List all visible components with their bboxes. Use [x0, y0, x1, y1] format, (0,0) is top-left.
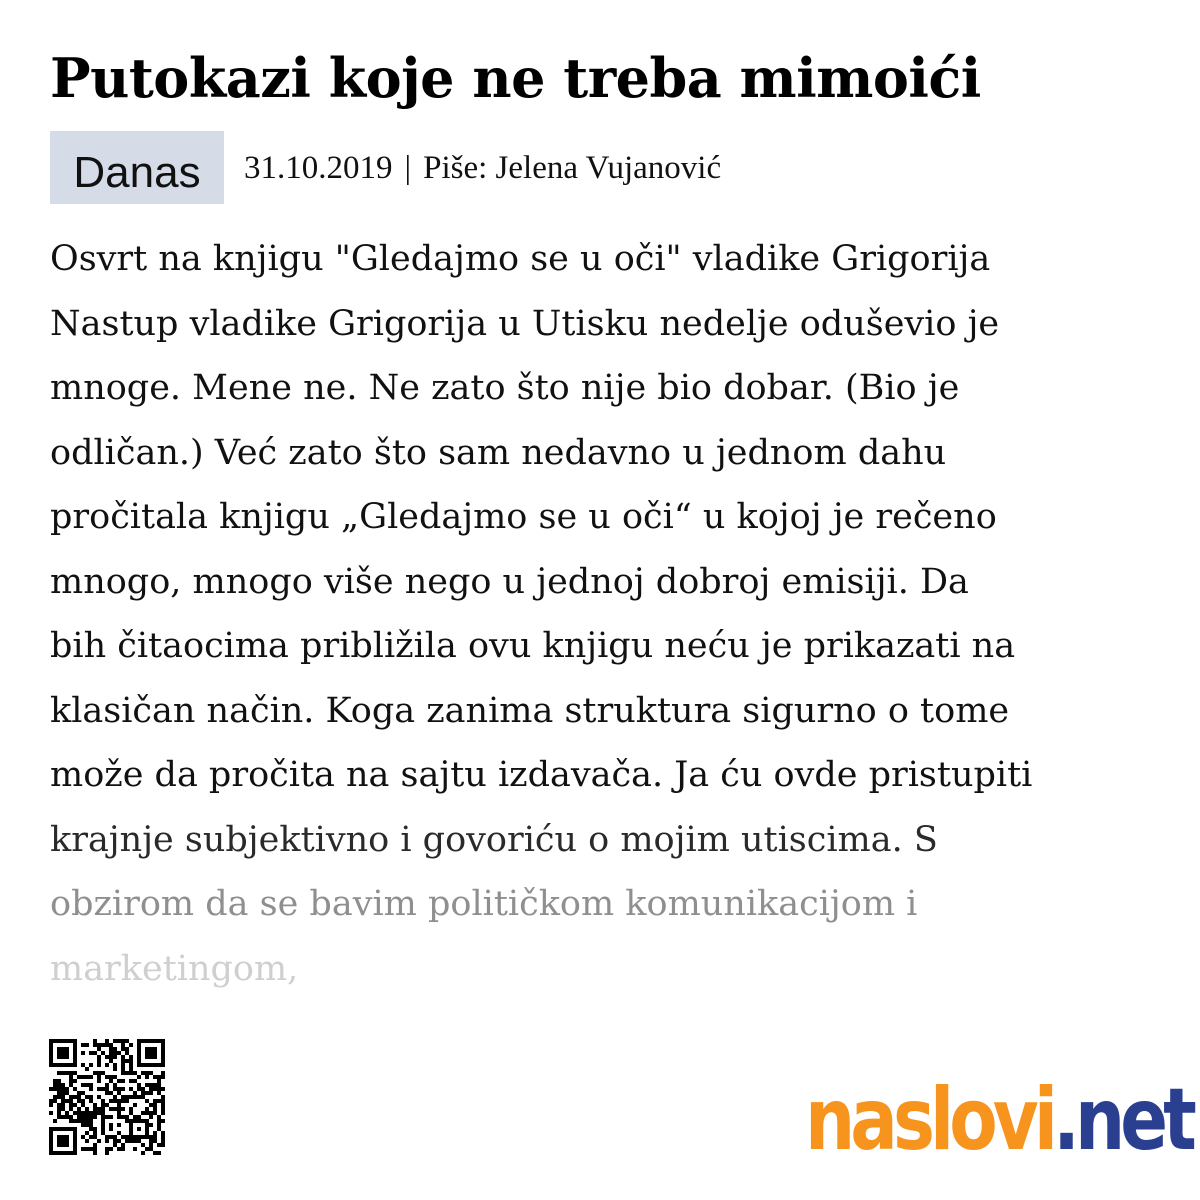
article-title: Putokazi koje ne treba mimoići: [50, 46, 981, 110]
body-line-fading: marketingom,: [50, 948, 299, 989]
source-name: Danas: [73, 147, 201, 197]
body-line: mnogo, mnogo više nego u jednoj dobroj emisiji. Da: [50, 561, 969, 602]
body-line: mnoge. Mene ne. Ne zato što nije bio dobar. (Bio je: [50, 368, 960, 408]
article-meta: [244, 140, 721, 200]
logo-text-secondary: .net: [1053, 1070, 1192, 1170]
qr-code-graphic: [49, 1039, 165, 1155]
body-line: odličan.) Već zato što sam nedavno u jednom dahu: [50, 432, 947, 473]
author-byline: Piše: Jelena Vujanović: [423, 150, 722, 186]
body-line: može da pročita na sajtu izdavača. Ja ću ovde pristupiti: [50, 755, 1033, 795]
site-logo[interactable]: [805, 1070, 1192, 1170]
source-badge: [50, 131, 224, 204]
body-line: bih čitaocima približila ovu knjigu neću je prikazati na: [50, 626, 1016, 666]
body-line-fading: krajnje subjektivno i govoriću o mojim utiscima. S: [50, 819, 938, 860]
body-line-fading: obzirom da se bavim političkom komunikacijom i: [50, 884, 918, 924]
body-line: Nastup vladike Grigorija u Utisku nedelje oduševio je: [50, 303, 1000, 344]
body-line: klasičan način. Koga zanima struktura sigurno o tome: [50, 690, 1010, 731]
meta-separator: |: [404, 150, 412, 186]
logo-text-primary: naslovi: [805, 1070, 1054, 1170]
body-line: pročitala knjigu „Gledajmo se u oči“ u kojoj je rečeno: [50, 497, 997, 537]
qr-code-icon[interactable]: [49, 1039, 165, 1155]
body-line: Osvrt na knjigu "Gledajmo se u oči" vladike Grigorija: [50, 239, 991, 279]
publish-date: 31.10.2019: [244, 150, 393, 186]
article-body: [50, 227, 1160, 1001]
